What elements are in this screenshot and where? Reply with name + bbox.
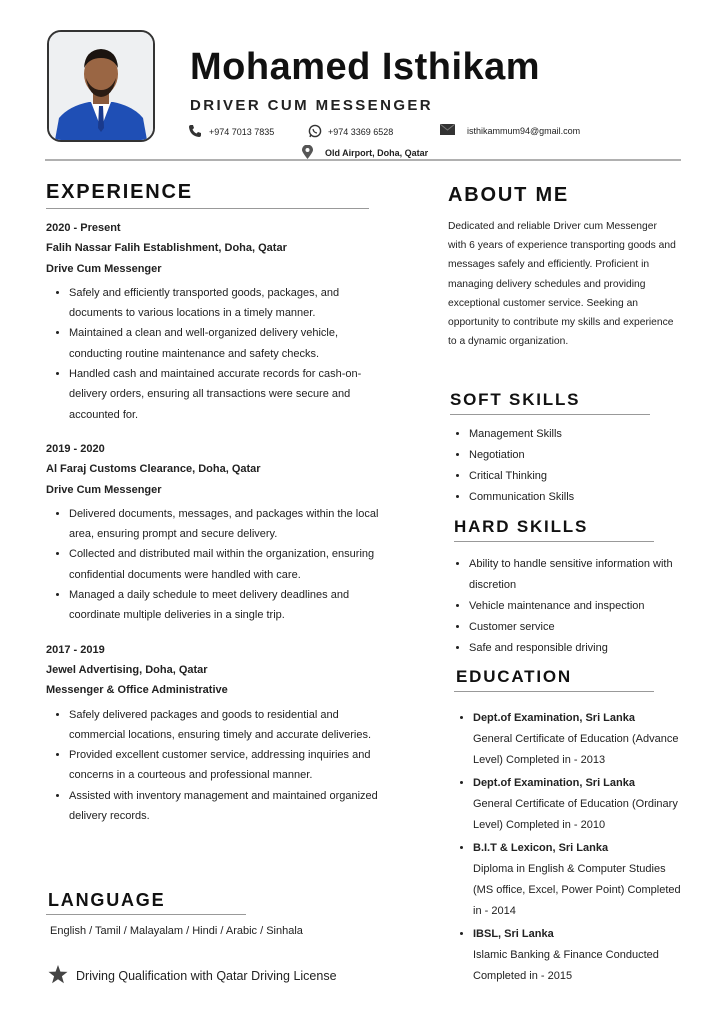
hard-skill-item: • Vehicle maintenance and inspection: [469, 596, 681, 617]
job-title: DRIVER CUM MESSENGER: [190, 97, 434, 114]
hard-skills-divider: [454, 541, 654, 542]
experience-list: [46, 218, 391, 840]
job-duties: [46, 705, 391, 827]
phone-contact: [188, 124, 274, 140]
phone-number-secondary[interactable]: +974 3369 6528: [328, 127, 394, 137]
email-address[interactable]: isthikammum94@gmail.com: [467, 125, 581, 136]
duty-item: • Safely delivered packages and goods to residential and commercial locations, ensuring timely and accurate deliveries.: [69, 705, 391, 746]
phone-icon: [188, 124, 202, 140]
hard-skill-item: • Safe and responsible driving: [469, 638, 681, 659]
experience-heading: EXPERIENCE: [46, 181, 193, 203]
language-heading: LANGUAGE: [48, 890, 166, 910]
education-institution: • IBSL, Sri Lanka: [473, 928, 554, 940]
soft-skill-item: • Communication Skills: [469, 487, 679, 508]
qualification-text: Driving Qualification with Qatar Driving License: [76, 969, 337, 983]
education-item: [473, 708, 686, 771]
whatsapp-contact: [308, 124, 393, 140]
candidate-name: Mohamed Isthikam: [190, 46, 541, 88]
duty-item: • Handled cash and maintained accurate records for cash-on-delivery orders, ensuring all transactions were secure and accounted for.: [69, 364, 391, 425]
duty-item: • Delivered documents, messages, and packages within the local area, ensuring prompt and secure delivery.: [69, 504, 391, 545]
education-institution: • B.I.T & Lexicon, Sri Lanka: [473, 842, 609, 854]
soft-skills-heading: SOFT SKILLS: [450, 390, 581, 409]
duty-item: • Provided excellent customer service, addressing inquiries and concerns in a courteous and professional manner.: [69, 745, 391, 786]
language-list: English / Tamil / Malayalam / Hindi / Arabic / Sinhala: [50, 925, 303, 937]
email-contact: [440, 124, 580, 137]
language-divider: [46, 914, 246, 915]
whatsapp-icon: [308, 124, 322, 140]
phone-number-primary[interactable]: +974 7013 7835: [209, 127, 275, 137]
education-detail: Islamic Banking & Finance Conducted Completed in - 2015: [473, 949, 659, 982]
education-divider: [454, 691, 654, 692]
education-item: [473, 924, 686, 987]
job-duties: [46, 504, 391, 626]
hard-skills-list: [449, 554, 681, 659]
about-text: Dedicated and reliable Driver cum Messenger with 6 years of experience transporting goods and messages safely and efficiently. Proficient in managing delivery schedules and providing exceptional customer service. Seeking an opportunity to contribute my skills and experience to a dynamic organization.: [448, 221, 676, 348]
soft-skill-item: • Critical Thinking: [469, 466, 679, 487]
profile-photo: [47, 30, 155, 142]
duty-item: • Managed a daily schedule to meet delivery deadlines and coordinate multiple deliveries in a single trip.: [69, 585, 391, 626]
duty-item: • Safely and efficiently transported goods, packages, and documents to various locations in a timely manner.: [69, 283, 391, 324]
duty-item: • Collected and distributed mail within the organization, ensuring confidential documents were handled with care.: [69, 544, 391, 585]
about-heading: ABOUT ME: [448, 184, 570, 206]
job-period: 2020 - Present: [46, 222, 121, 234]
education-item: [473, 838, 686, 922]
education-institution: • Dept.of Examination, Sri Lanka: [473, 712, 635, 724]
education-detail: General Certificate of Education (Ordinary Level) Completed in - 2010: [473, 798, 678, 831]
driving-qualification: [48, 965, 337, 987]
soft-skills-list: [449, 424, 679, 508]
header-divider: [45, 159, 681, 161]
soft-skill-item: • Management Skills: [469, 424, 679, 445]
soft-skills-divider: [450, 414, 650, 415]
duty-item: • Assisted with inventory management and maintained organized delivery records.: [69, 786, 391, 827]
star-icon: [48, 965, 68, 987]
job-role: Drive Cum Messenger: [46, 262, 162, 275]
education-detail: General Certificate of Education (Advance Level) Completed in - 2013: [473, 733, 679, 766]
job-entry: [46, 218, 391, 425]
address-text: Old Airport, Doha, Qatar: [325, 148, 429, 158]
education-heading: EDUCATION: [456, 667, 572, 686]
education-list: [456, 708, 686, 989]
duty-item: • Maintained a clean and well-organized delivery vehicle, conducting routine maintenance and safety checks.: [69, 323, 391, 364]
job-company: Al Faraj Customs Clearance, Doha, Qatar: [46, 463, 261, 476]
job-entry: [46, 640, 391, 827]
job-role: Messenger & Office Administrative: [46, 684, 228, 697]
job-duties: [46, 283, 391, 425]
soft-skill-item: • Negotiation: [469, 445, 679, 466]
job-period: 2017 - 2019: [46, 643, 105, 656]
hard-skill-item: • Customer service: [469, 617, 681, 638]
education-item: [473, 773, 686, 836]
job-entry: [46, 439, 391, 626]
education-detail: Diploma in English & Computer Studies (MS office, Excel, Power Point) Completed in - 2014: [473, 863, 681, 917]
education-institution: • Dept.of Examination, Sri Lanka: [473, 777, 635, 789]
job-role: Drive Cum Messenger: [46, 483, 162, 496]
job-company: Jewel Advertising, Doha, Qatar: [46, 663, 208, 676]
hard-skills-heading: HARD SKILLS: [454, 517, 589, 536]
job-company: Falih Nassar Falih Establishment, Doha, Qatar: [46, 242, 287, 255]
email-icon: [440, 124, 455, 137]
job-period: 2019 - 2020: [46, 442, 105, 455]
hard-skill-item: • Ability to handle sensitive information with discretion: [469, 554, 681, 596]
experience-divider: [46, 208, 369, 209]
